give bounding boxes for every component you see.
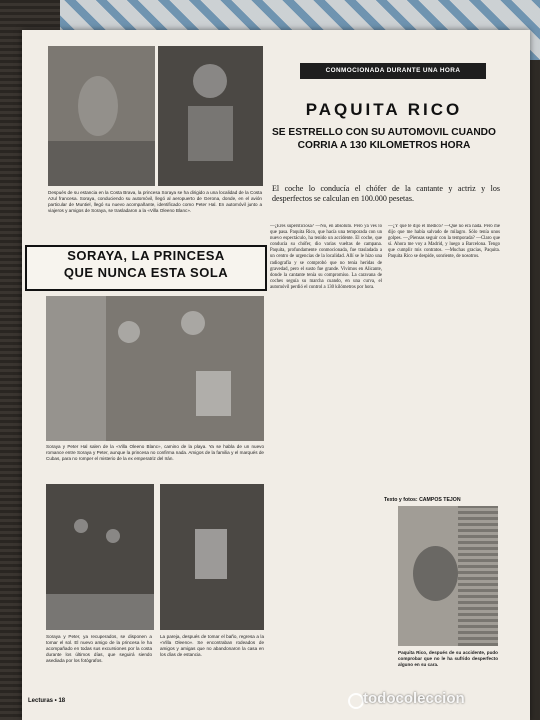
watermark-icon [348, 693, 364, 709]
photo-couple-return [160, 484, 264, 630]
article-lead: El coche lo conducía el chófer de la cantante y actriz y los desperfectos se calculan en 100.000 pesetas. [272, 184, 500, 203]
article-credit: Texto y fotos: CAMPOS TEJON [384, 497, 461, 503]
photo-soraya-boat [48, 46, 155, 186]
section-banner: CONMOCIONADA DURANTE UNA HORA [300, 63, 486, 79]
watermark-text: todocoleccion [363, 690, 465, 707]
page-footer: Lecturas • 18 [28, 698, 66, 704]
photo-soraya-peter-beach [46, 484, 154, 630]
article-column-left: —¿Eres supersticiosa? —No, en absoluto. Pero ya ves lo que pasa. Paquita Rico, que hacía una temporada con un nuevo espectáculo, ha tenido un accidente. El coche, que conducía su chófer, dio varias vueltas de campana. Paquita, profundamente conmocionada, fue trasladada a un centro de urgencias de la localidad. Allí se le hizo una radiografía y se comprobó que no tenía heridas de gravedad, pero el susto fue grande. Vivimos en Alicante, donde la cantante tenía su compromiso. La caravana de coches seguía su marcha cuando, en una curva, el automóvil perdió el control a 130 kilómetros por hora. [270, 224, 382, 290]
photo-soraya-sunglasses [158, 46, 263, 186]
caption-bottom-left: Soraya y Peter, ya recuperados, se disponen a tomar el sol. El nuevo amigo de la princesa le ha acompañado en todas sus excursiones por la costa durante los últimos días, que seguirá siendo asediada por los fotógrafos. [46, 634, 152, 663]
headline-name: PAQUITA RICO [305, 100, 463, 119]
caption-paquita: Paquita Rico, después de su accidente, pudo comprobar que no le ha sufrido desperfecto alguno en su cara. [398, 650, 498, 667]
article-column-right: —¿Y qué te dijo el médico? —Que no era nada. Pero me dijo que me había salvado de milagro. Sólo tenía unos golpes. —¿Piensas seguir con la temporada? —Claro que sí. Ahora me voy a Madrid, y luego a Barcelona. Tengo que cumplir mis contratos. —Muchas gracias, Paquita. Paquita Rico se despide, sonriente, de nosotros. [388, 224, 500, 260]
caption-bottom-right: La pareja, después de tomar el baño, regresa a la «Villa Oleeno». Se encontraban rodeados de amigos y amigas que no abandonaron la casa en los días de estancia. [160, 634, 264, 657]
headline-subtitle: SE ESTRELLO CON SU AUTOMOVIL CUANDO CORRIA A 130 KILOMETROS HORA [272, 127, 496, 151]
soraya-title-box [25, 245, 267, 291]
caption-top: Después de su estancia en la Costa Brava, la princesa Soraya se ha dirigido a una localidad de la Costa Azul francesa. Soraya, conduciendo su automóvil, llegó al aeropuerto de Gerona, donde, en el avión particular de Muntiel, llegó su nuevo acompañante, identificado como Peter Hal. En automóvil junto a viajeros y amigos de Soraya, se trasladaron a la «Villa Oleeno Blanc». [48, 190, 262, 213]
soraya-title-line1: SORAYA, LA PRINCESA [67, 248, 225, 263]
photo-soraya-peter-villa [46, 296, 264, 441]
soraya-title-line2: QUE NUNCA ESTA SOLA [63, 265, 229, 280]
photo-paquita-rico [398, 506, 498, 646]
caption-middle: Soraya y Peter Hal salen de la «Villa Oleeno Blanc», camino de la playa. Ya se habla de un nuevo romance entre Soraya y Peter, aunque la princesa no confirma nada. Amigos de la familia y el marqués de Cubas, para no romper el misterio de la ex emperatriz del Irán. [46, 444, 264, 461]
